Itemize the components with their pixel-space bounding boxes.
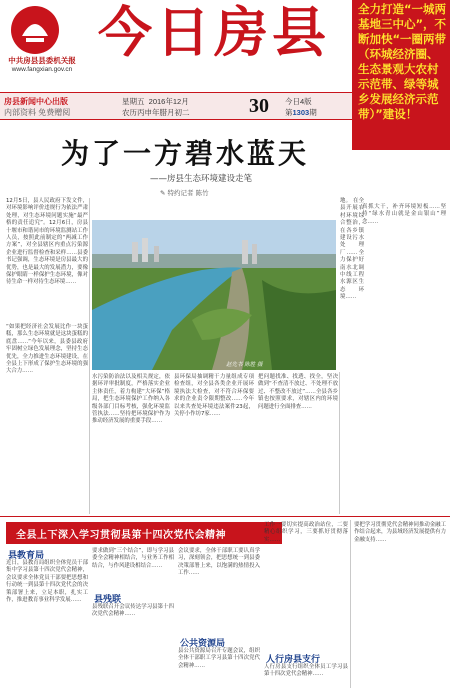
article-column-3: 水污染防治法以及相关规定，依据环评审批制度，严格落实企业主体责任，着力构建“大环保”格局，把生态环境保护工作纳入各级各部门目标考核，强化环境监管执法……坚持把环境保护作为推动经济发展的重要手段…… [92, 374, 170, 425]
photo-caption: 赵先书 陈胜 摄 [226, 362, 263, 368]
section-text-disabled: 县残联召开会议传达学习县第十四次党代会精神…… [92, 604, 174, 618]
article-column-5: 把问题找准、找透、找全，坚决做到“不查清不放过、不处理不放过、不整改不放过”……全县各乡镇也按照要求，对辖区内的环境问题进行全面排查…… [258, 374, 338, 410]
article-column-1: 12月5日，县人民政府下发文件，对环境影响评价违规行为依法严肃处理，对生态环境问题实施“最严格的责任追究”。12月6日，房县十堰市和谐同市的环境监测站工作人员，按照此前制定的“两减工作方案”，对全县辖区内重点污染源企业进行监督检查和采样……县委书记强调，生态环境是房县最大的优势，也是最大的发展潜力，要像保护眼睛一样保护生态环境，像对待生命一样对待生态环境…… [6, 198, 88, 286]
info-bar [0, 92, 352, 120]
page-count: 今日4版 第1303期 [285, 97, 317, 117]
article-column-2: “如果把经济社会发展比作一块蛋糕，那么生态环境就是这块蛋糕的底盘……”今年以来，县委县政府牢固树立绿色发展理念，坚持生态优先，全力推进生态环境建设，在全县上下形成了保护生态环境的强大合力…… [6, 324, 88, 375]
section-title-bank: 人行房县支行 [266, 655, 321, 665]
newspaper-org: 中共房县县委机关报 [8, 56, 76, 65]
newspaper-title: 今日房县 [98, 0, 330, 64]
section-text-education: 近日，县教育局组织全体党员干部集中学习县第十四次党代会精神，会议要求全体党员干部要把思想和行动统一到县第十四次党代会的决策部署上来，立足本职，扎实工作，推进教育事业科学发展…… [6, 560, 88, 604]
section-title-disabled: 县残联 [94, 595, 122, 605]
newspaper-website[interactable]: www.fangxian.gov.cn [11, 66, 73, 73]
section-text-resource-pre: 会议要求，全体干部职工要认真学习，深刻领会，把思想统一到县委决策部署上来，以饱满的热情投入工作…… [178, 548, 260, 577]
newspaper-emblem-icon [4, 2, 66, 58]
issue-date: 星期五 2016年12月 农历丙申年腊月初二 [122, 97, 190, 117]
river-city-photo [92, 220, 336, 370]
article-byline: ✎ 特约记者 陈竹 [160, 189, 209, 197]
section-title-resource: 公共资源局 [180, 639, 226, 649]
article-headline: 为了一方碧水蓝天 [60, 137, 309, 170]
article-column-6: 地。 在全县开展农村环境综合整治，在各乡镇建设污水处理厂……全力保护好南水北调中线工程水源区生态环境…… [340, 198, 364, 301]
landscape-image [92, 220, 336, 370]
slogan-box: 全力打造“一城两基地三中心”，不断加快“一圈两带（环城经济圈、生态景观大农村示范带、绿等城乡发展经济示范带）”建设！ [352, 0, 450, 150]
column-rule [89, 198, 90, 514]
section-text-resource: 县公共资源局召开专题会议，组织全体干部职工学习县第十四次党代会精神…… [178, 648, 260, 669]
section-banner: 全县上下深入学习贯彻县第十四次党代会精神 [6, 522, 282, 544]
section-text-bank: 人行房县支行组织全体员工学习县第十四次党代会精神…… [264, 664, 348, 678]
publisher-info: 房县新闻中心出版 内部资料 免费赠阅 [4, 97, 71, 117]
column-rule [350, 520, 351, 688]
issue-number: 30 [249, 95, 269, 117]
article-column-7: 真抓大干，补齐环境短板……坚持“绿水青山就是金山银山”理念…… [362, 204, 446, 225]
article-subhead: ——房县生态环境建设走笔 [150, 174, 253, 184]
section-title-education: 县教育局 [8, 551, 45, 561]
section-text-right: 要把学习贯彻党代会精神同推动金融工作结合起来，为县域经济发展提供有力金融支持…… [354, 522, 446, 543]
pen-icon: ✎ [160, 189, 166, 197]
section-text-education-cont: 要求做到“三个结合”，即与学习县委全会精神相结合，与业务工作相结合，与作风建设相结合…… [92, 548, 174, 569]
section-text-bank-pre: 工作一要切实提高政治站位，二要精心组织学习，三要抓好贯彻落实…… [264, 522, 348, 543]
article-column-4: 县环保局抽调精干力量组成专项检查组，对全县各类企业开展环境执法大检查，对不符合环保要求的企业责令限期整改……今年以来共查处环境违法案件23起，关停小作坊7家…… [174, 374, 254, 418]
section-divider [0, 516, 450, 517]
column-rule [339, 372, 340, 514]
